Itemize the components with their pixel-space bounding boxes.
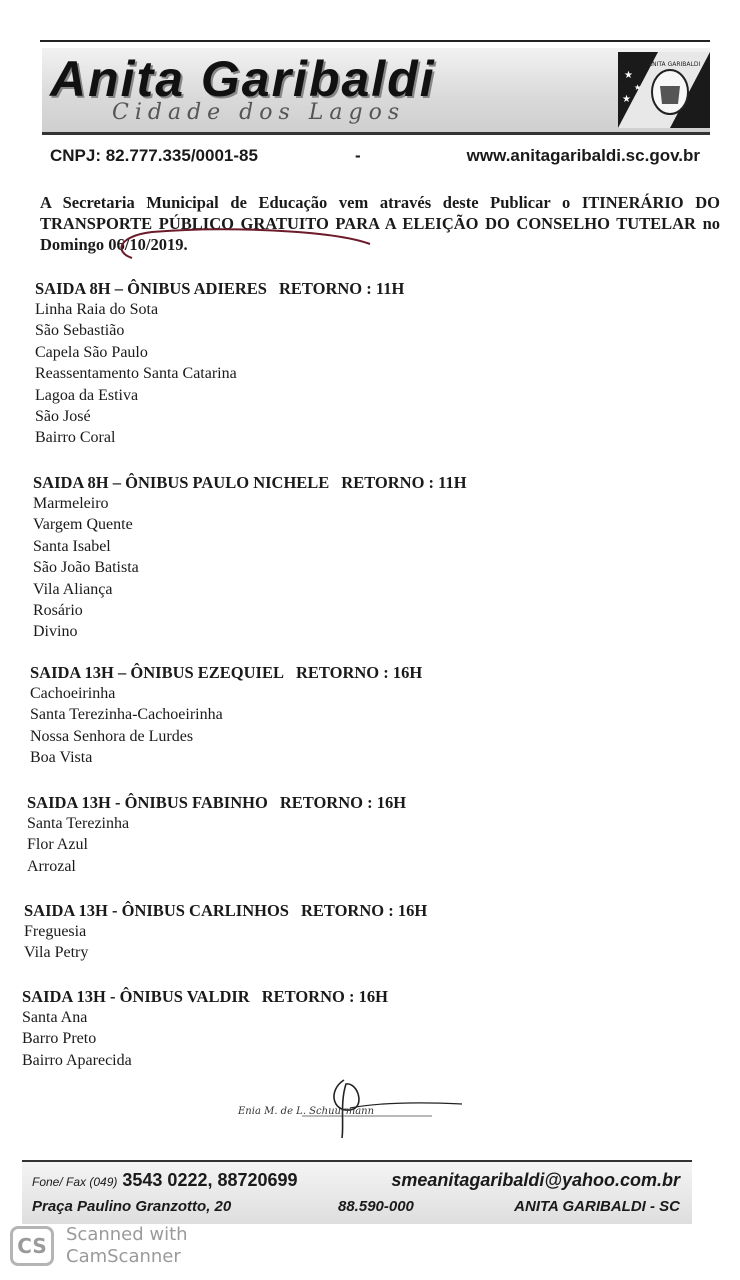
municipal-flag-icon — [618, 52, 710, 128]
footer-banner — [22, 1160, 692, 1224]
route-heading — [22, 986, 388, 1007]
route-stop: Boa Vista — [30, 749, 93, 767]
phone-label: Fone/ Fax (049) — [32, 1175, 118, 1189]
route-heading — [33, 472, 467, 493]
signature-name: Enia M. de L. Schuurmann — [238, 1106, 375, 1117]
route-stop: Marmeleiro — [33, 495, 109, 512]
svg-text:★: ★ — [624, 70, 633, 81]
route-stop: Reassentamento Santa Catarina — [35, 365, 237, 383]
header-top-rule — [40, 40, 710, 42]
route-paulo-nichele — [33, 472, 467, 643]
route-fabinho — [27, 792, 406, 877]
route-heading — [35, 278, 404, 299]
route-stop: São Sebastião — [35, 322, 125, 340]
route-valdir — [22, 986, 388, 1071]
route-return-time: RETORNO : 16H — [261, 987, 388, 1006]
route-stop: Freguesia — [24, 923, 87, 940]
route-stop: Vila Aliança — [33, 580, 113, 598]
route-stop: Divino — [33, 623, 78, 641]
flag-label: ANITA GARIBALDI — [648, 61, 701, 68]
website-link[interactable]: www.anitagaribaldi.sc.gov.br — [466, 146, 700, 165]
route-carlinhos — [24, 900, 427, 964]
footer-cep: 88.590-000 — [338, 1198, 414, 1215]
scanner-text-line2: CamScanner — [66, 1246, 181, 1267]
route-adieres — [35, 278, 404, 449]
intro-date: no Domingo 06/10/2019. — [40, 214, 720, 254]
phone-numbers: 3543 0222, 88720699 — [122, 1170, 298, 1190]
route-stop: Santa Ana — [22, 1009, 88, 1026]
route-title: SAIDA 13H – ÔNIBUS EZEQUIEL — [30, 663, 284, 682]
scanner-text-line1: Scanned with — [66, 1224, 188, 1245]
route-stop: Lagoa da Estiva — [35, 386, 139, 404]
route-title: SAIDA 13H - ÔNIBUS FABINHO — [27, 793, 268, 812]
route-stop: Rosário — [33, 602, 83, 620]
route-stop: Barro Preto — [22, 1030, 97, 1048]
route-heading — [27, 792, 406, 813]
scanner-watermark — [10, 1224, 210, 1270]
route-return-time: RETORNO : 16H — [279, 793, 407, 812]
route-heading — [30, 662, 422, 683]
svg-text:★: ★ — [634, 83, 642, 92]
route-stop: Linha Raia do Sota — [35, 301, 159, 318]
svg-text:★: ★ — [622, 94, 631, 105]
route-title: SAIDA 8H – ÔNIBUS PAULO NICHELE — [33, 473, 330, 492]
footer-city: ANITA GARIBALDI - SC — [514, 1198, 680, 1215]
camscanner-logo-icon: CS — [10, 1226, 54, 1266]
route-stop: Vargem Quente — [33, 516, 133, 534]
route-stop: Bairro Coral — [35, 429, 116, 447]
route-stop: Flor Azul — [27, 836, 88, 854]
footer-email[interactable]: smeanitagaribaldi@yahoo.com.br — [391, 1170, 680, 1190]
intro-text: A Secretaria Municipal de Educação vem através deste Publicar o ITINERÁRIO DO TRANSPORTE PÚBLICO GRATUITO PARA A ELEIÇÃO DO CONSELHO TUTELAR — [40, 193, 720, 233]
route-heading — [24, 900, 427, 921]
route-return-time: RETORNO : 11H — [341, 473, 467, 492]
footer-phone — [32, 1170, 298, 1191]
route-stop: Arrozal — [27, 857, 76, 875]
route-return-time: RETORNO : 16H — [296, 663, 423, 682]
route-stop: São José — [35, 408, 91, 426]
route-stop: Santa Terezinha — [27, 815, 130, 832]
header-banner — [42, 48, 710, 135]
route-title: SAIDA 13H - ÔNIBUS CARLINHOS — [24, 901, 289, 920]
footer-address: Praça Paulino Granzotto, 20 — [32, 1198, 232, 1215]
route-stop: Santa Terezinha-Cachoeirinha — [30, 706, 223, 724]
route-title: SAIDA 8H – ÔNIBUS ADIERES — [35, 279, 267, 298]
route-return-time: RETORNO : 16H — [300, 901, 428, 920]
header-separator: - — [355, 146, 361, 165]
route-return-time: RETORNO : 11H — [278, 279, 405, 298]
route-stop: Capela São Paulo — [35, 343, 148, 361]
cnpj-number: CNPJ: 82.777.335/0001-85 — [50, 146, 258, 165]
route-stop: São João Batista — [33, 559, 139, 577]
route-stop: Cachoeirinha — [30, 685, 116, 702]
pen-circle-mark — [112, 228, 374, 262]
city-subtitle: Cidade dos Lagos — [112, 100, 406, 125]
route-stop: Vila Petry — [24, 944, 89, 962]
contact-row — [50, 146, 700, 170]
signature-block — [232, 1072, 472, 1144]
city-name: Anita Garibaldi — [50, 51, 436, 107]
route-title: SAIDA 13H - ÔNIBUS VALDIR — [22, 987, 250, 1006]
route-stop: Santa Isabel — [33, 537, 111, 555]
route-stop: Bairro Aparecida — [22, 1051, 132, 1069]
route-ezequiel — [30, 662, 422, 769]
route-stop: Nossa Senhora de Lurdes — [30, 727, 194, 745]
